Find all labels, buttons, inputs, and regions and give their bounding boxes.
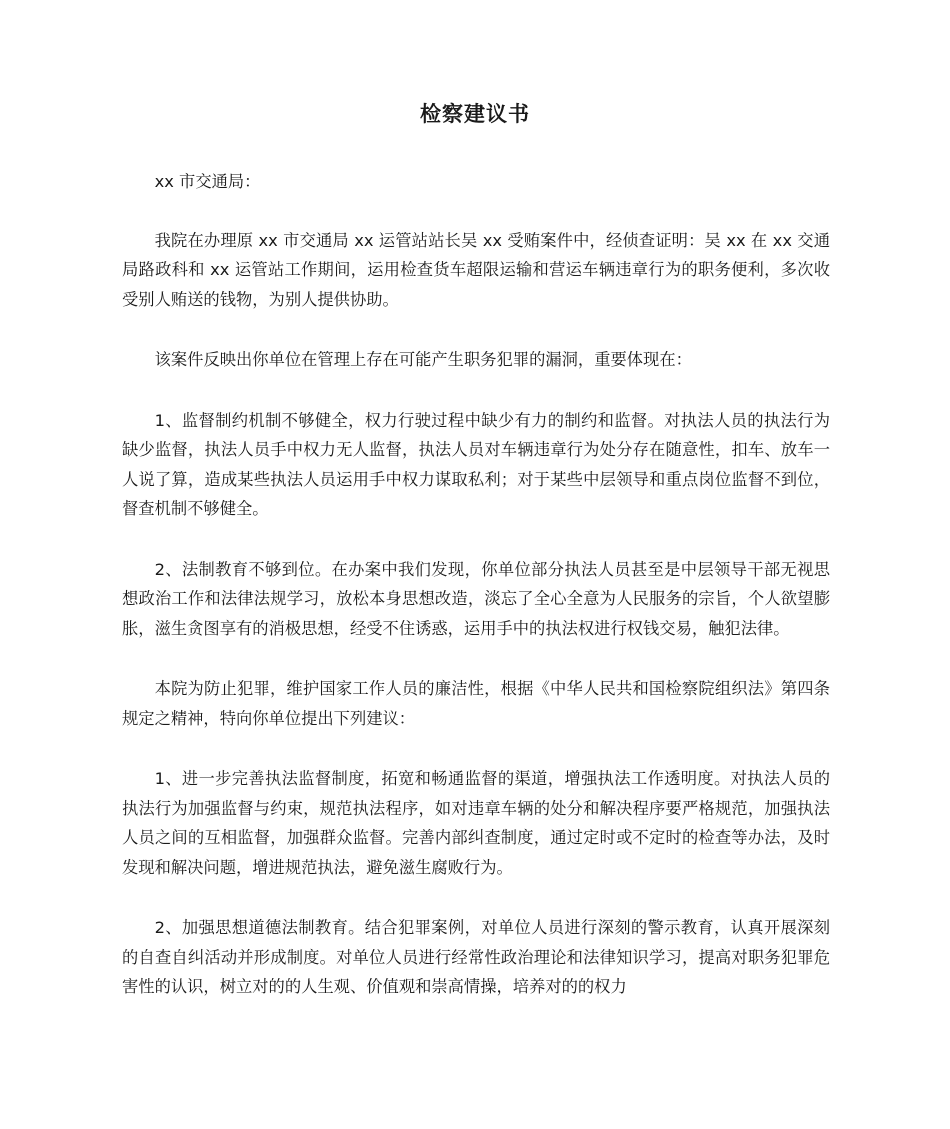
paragraph-case-facts: 我院在办理原 xx 市交通局 xx 运管站站长吴 xx 受贿案件中，经侦查证明：吴 xx 在 xx 交通局路政科和 xx 运管站工作期间，运用检查货车超限运输和营运车辆违章行为的职务便利，多次收受别人贿送的钱物，为别人提供协助。 — [122, 230, 830, 309]
paragraph-problem-1: 1、监督制约机制不够健全，权力行驶过程中缺少有力的制约和监督。对执法人员的执法行为缺少监督，执法人员手中权力无人监督，执法人员对车辆违章行为处分存在随意性，扣车、放车一人说了算，造成某些执法人员运用手中权力谋取私利；对于某些中层领导和重点岗位监督不到位，督查机制不够健全。 — [122, 410, 830, 518]
paragraph-suggestion-2: 2、加强思想道德法制教育。结合犯罪案例，对单位人员进行深刻的警示教育，认真开展深刻的自查自纠活动并形成制度。对单位人员进行经常性政治理论和法律知识学习，提高对职务犯罪危害性的认识，树立对的的人生观、价值观和崇高情操，培养对的的权力 — [122, 918, 830, 996]
paragraph-problem-2: 2、法制教育不够到位。在办案中我们发现，你单位部分执法人员甚至是中层领导干部无视思想政治工作和法律法规学习，放松本身思想改造，淡忘了全心全意为人民服务的宗旨，个人欲望膨胀，滋生贪图享有的消极思想，经受不住诱惑，运用手中的执法权进行权钱交易，触犯法律。 — [122, 559, 830, 638]
paragraph-suggestion-1: 1、进一步完善执法监督制度，拓宽和畅通监督的渠道，增强执法工作透明度。对执法人员的执法行为加强监督与约束，规范执法程序，如对违章车辆的处分和解决程序要严格规范，加强执法人员之间的互相监督，加强群众监督。完善内部纠查制度，通过定时或不定时的检查等办法，及时发现和解决问题，增进规范执法，避免滋生腐败行为。 — [122, 769, 830, 877]
document-body — [122, 167, 830, 1033]
document-title: 检察建议书 — [420, 102, 530, 126]
paragraph-problems-intro: 该案件反映出你单位在管理上存在可能产生职务犯罪的漏洞，重要体现在： — [154, 350, 692, 369]
paragraph-suggestions-intro: 本院为防止犯罪，维护国家工作人员的廉洁性，根据《中华人民共和国检察院组织法》第四条规定之精神，特向你单位提出下列建议： — [122, 679, 830, 728]
salutation: xx 市交通局： — [154, 172, 261, 191]
